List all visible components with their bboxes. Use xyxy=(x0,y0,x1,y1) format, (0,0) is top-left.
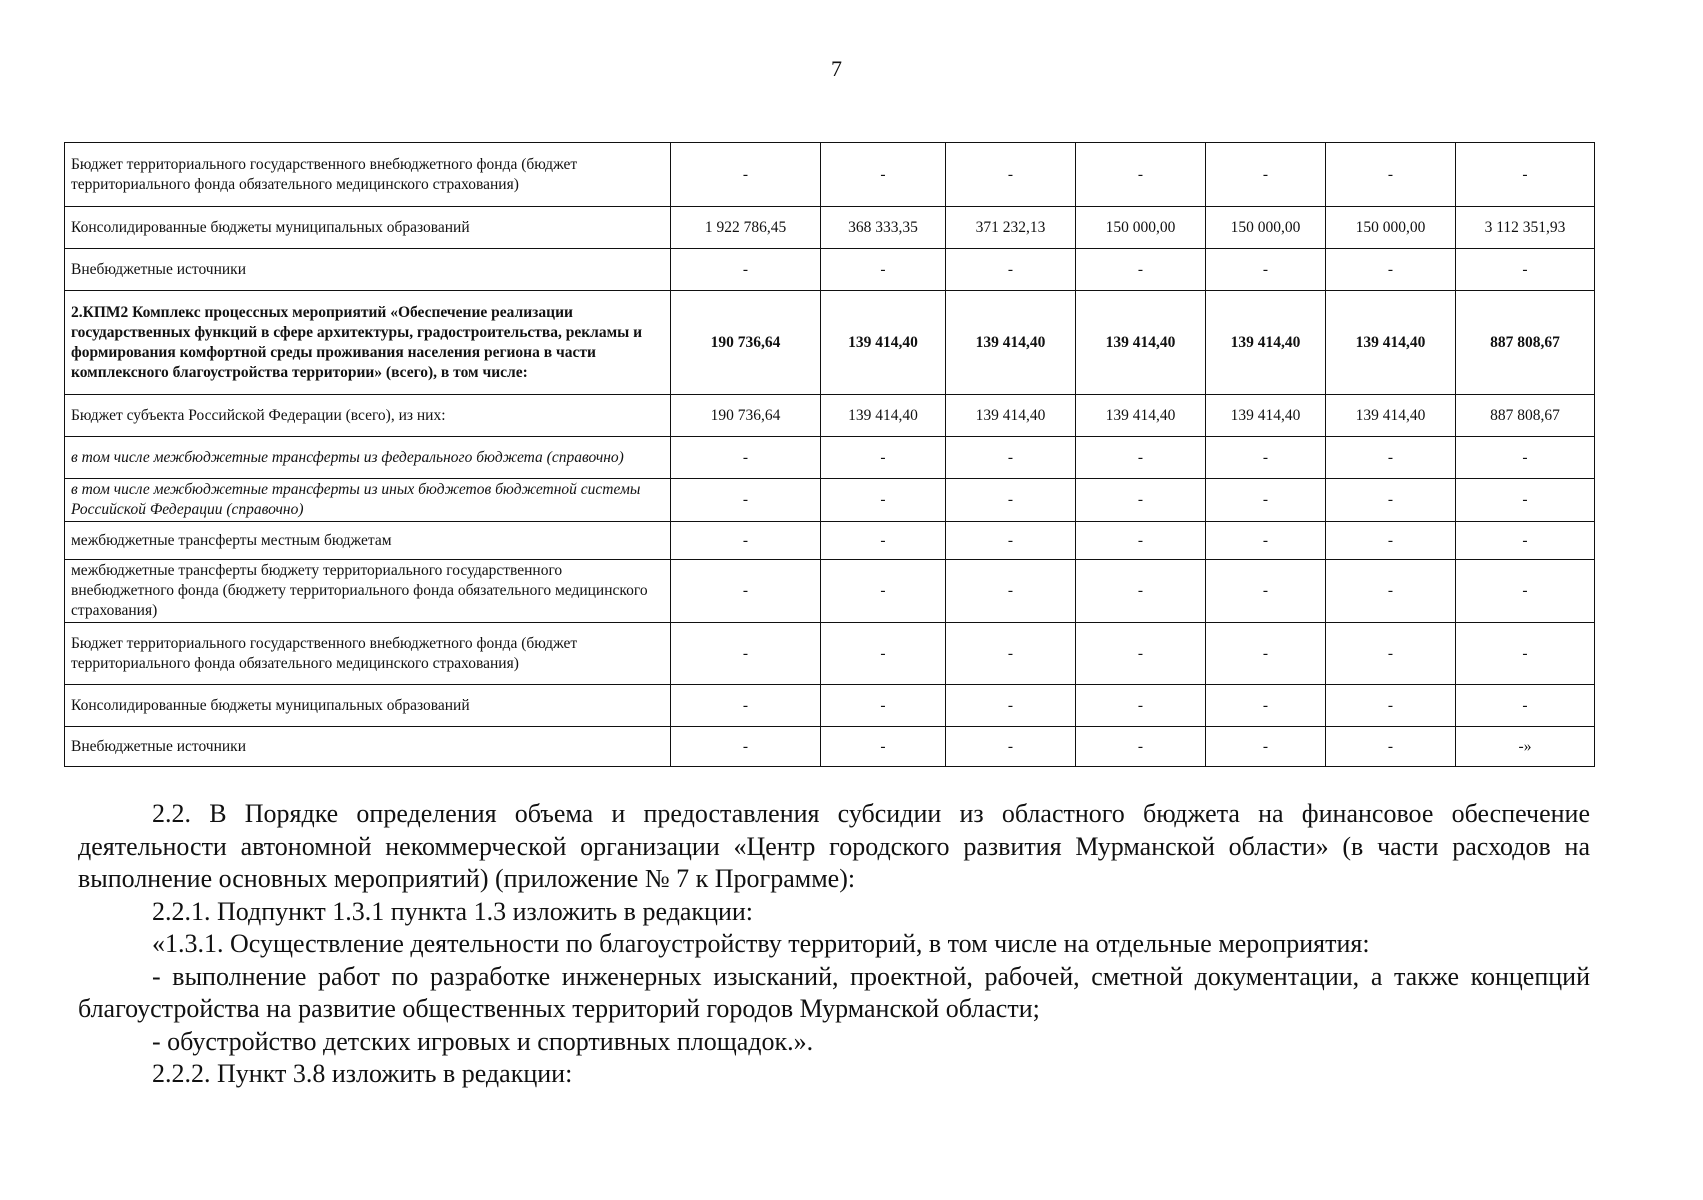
value-cell: -» xyxy=(1456,727,1595,767)
value-cell: - xyxy=(821,249,946,291)
value-cell: - xyxy=(1206,727,1326,767)
value-cell: - xyxy=(671,560,821,623)
value-cell: - xyxy=(1206,560,1326,623)
value-cell: 190 736,64 xyxy=(671,395,821,437)
value-cell: - xyxy=(1326,727,1456,767)
table-row xyxy=(65,623,1595,685)
value-cell: - xyxy=(946,143,1076,207)
value-cell: - xyxy=(671,249,821,291)
row-label: Бюджет субъекта Российской Федерации (всего), из них: xyxy=(65,395,671,437)
value-cell: 371 232,13 xyxy=(946,207,1076,249)
value-cell: - xyxy=(671,143,821,207)
value-cell: 139 414,40 xyxy=(1326,395,1456,437)
table-row xyxy=(65,479,1595,522)
value-cell: - xyxy=(671,685,821,727)
table-row xyxy=(65,437,1595,479)
table-row xyxy=(65,395,1595,437)
value-cell: - xyxy=(1456,560,1595,623)
value-cell: 887 808,67 xyxy=(1456,395,1595,437)
value-cell: - xyxy=(946,249,1076,291)
value-cell: 150 000,00 xyxy=(1206,207,1326,249)
value-cell: 139 414,40 xyxy=(1206,291,1326,395)
row-label: Внебюджетные источники xyxy=(65,249,671,291)
value-cell: 150 000,00 xyxy=(1076,207,1206,249)
value-cell: - xyxy=(1326,685,1456,727)
value-cell: - xyxy=(1076,685,1206,727)
paragraph: 2.2.2. Пункт 3.8 изложить в редакции: xyxy=(152,1059,573,1088)
value-cell: - xyxy=(1206,143,1326,207)
value-cell: 139 414,40 xyxy=(946,291,1076,395)
value-cell: 139 414,40 xyxy=(821,291,946,395)
value-cell: - xyxy=(1456,143,1595,207)
row-label: межбюджетные трансферты местным бюджетам xyxy=(65,522,671,560)
value-cell: - xyxy=(821,685,946,727)
row-label: Консолидированные бюджеты муниципальных образований xyxy=(65,207,671,249)
table-row xyxy=(65,727,1595,767)
table-row xyxy=(65,560,1595,623)
value-cell: - xyxy=(821,479,946,522)
value-cell: - xyxy=(671,479,821,522)
value-cell: - xyxy=(1326,249,1456,291)
table-row xyxy=(65,143,1595,207)
value-cell: - xyxy=(1076,479,1206,522)
value-cell: - xyxy=(1206,249,1326,291)
row-label: в том числе межбюджетные трансферты из иных бюджетов бюджетной системы Российской Федерации (справочно) xyxy=(65,479,671,522)
value-cell: - xyxy=(1456,685,1595,727)
value-cell: - xyxy=(1326,143,1456,207)
value-cell: - xyxy=(671,522,821,560)
row-label: Внебюджетные источники xyxy=(65,727,671,767)
value-cell: - xyxy=(1456,437,1595,479)
value-cell: - xyxy=(946,727,1076,767)
row-label: в том числе межбюджетные трансферты из федерального бюджета (справочно) xyxy=(65,437,671,479)
value-cell: - xyxy=(1076,522,1206,560)
value-cell: 139 414,40 xyxy=(1206,395,1326,437)
value-cell: - xyxy=(1326,522,1456,560)
value-cell: - xyxy=(1076,143,1206,207)
value-cell: - xyxy=(1326,623,1456,685)
value-cell: - xyxy=(821,143,946,207)
value-cell: - xyxy=(1456,249,1595,291)
value-cell: - xyxy=(821,437,946,479)
value-cell: 139 414,40 xyxy=(1326,291,1456,395)
value-cell: - xyxy=(1456,522,1595,560)
table-row xyxy=(65,291,1595,395)
value-cell: - xyxy=(1456,623,1595,685)
value-cell: - xyxy=(1076,437,1206,479)
value-cell: 139 414,40 xyxy=(1076,291,1206,395)
value-cell: - xyxy=(821,727,946,767)
value-cell: - xyxy=(1326,437,1456,479)
value-cell: - xyxy=(821,522,946,560)
row-label: Консолидированные бюджеты муниципальных образований xyxy=(65,685,671,727)
value-cell: 190 736,64 xyxy=(671,291,821,395)
value-cell: 139 414,40 xyxy=(946,395,1076,437)
value-cell: - xyxy=(821,560,946,623)
value-cell: 3 112 351,93 xyxy=(1456,207,1595,249)
row-label: Бюджет территориального государственного внебюджетного фонда (бюджет территориального фонда обязательного медицинского страхования) xyxy=(65,623,671,685)
table-row xyxy=(65,522,1595,560)
paragraph: 2.2. В Порядке определения объема и предоставления субсидии из областного бюджета на финансовое обеспечение деятельности автономной некоммерческой организации «Центр городского развития Мурманской области» (в части расходов на выполнение основных мероприятий) (приложение № 7 к Программе): xyxy=(78,799,1590,893)
value-cell: - xyxy=(1206,685,1326,727)
paragraph: - выполнение работ по разработке инженерных изысканий, проектной, рабочей, сметной документации, а также концепций благоустройства на развитие общественных территорий городов Мурманской области; xyxy=(78,961,1590,1023)
value-cell: - xyxy=(671,623,821,685)
table-row xyxy=(65,207,1595,249)
value-cell: - xyxy=(1206,479,1326,522)
value-cell: - xyxy=(1206,437,1326,479)
row-label: Бюджет территориального государственного внебюджетного фонда (бюджет территориального фонда обязательного медицинского страхования) xyxy=(65,143,671,207)
value-cell: 150 000,00 xyxy=(1326,207,1456,249)
value-cell: - xyxy=(1076,623,1206,685)
value-cell: - xyxy=(1456,479,1595,522)
paragraph: 2.2.1. Подпункт 1.3.1 пункта 1.3 изложить в редакции: xyxy=(152,896,754,926)
value-cell: - xyxy=(1076,249,1206,291)
value-cell: - xyxy=(946,560,1076,623)
value-cell: - xyxy=(671,727,821,767)
row-label: межбюджетные трансферты бюджету территориального государственного внебюджетного фонда (бюджету территориального фонда обязательного медицинского страхования) xyxy=(65,560,671,623)
page-number: 7 xyxy=(831,56,842,81)
budget-table xyxy=(64,142,1595,767)
document-body xyxy=(78,798,1590,1091)
value-cell: - xyxy=(1326,560,1456,623)
value-cell: - xyxy=(1076,727,1206,767)
table-row xyxy=(65,685,1595,727)
value-cell: - xyxy=(946,522,1076,560)
value-cell: - xyxy=(946,437,1076,479)
value-cell: - xyxy=(821,623,946,685)
value-cell: - xyxy=(946,479,1076,522)
value-cell: - xyxy=(1206,522,1326,560)
value-cell: - xyxy=(1076,560,1206,623)
value-cell: - xyxy=(946,623,1076,685)
value-cell: - xyxy=(1326,479,1456,522)
paragraph: - обустройство детских игровых и спортивных площадок.». xyxy=(152,1026,814,1056)
value-cell: - xyxy=(671,437,821,479)
value-cell: 139 414,40 xyxy=(821,395,946,437)
table-row xyxy=(65,249,1595,291)
value-cell: 1 922 786,45 xyxy=(671,207,821,249)
value-cell: 139 414,40 xyxy=(1076,395,1206,437)
value-cell: - xyxy=(1206,623,1326,685)
value-cell: - xyxy=(946,685,1076,727)
row-label: 2.КПМ2 Комплекс процессных мероприятий «Обеспечение реализации государственных функций в сфере архитектуры, градостроительства, рекламы и формирования комфортной среды проживания населения региона в части комплексного благоустройства территории» (всего), в том числе: xyxy=(65,291,671,395)
value-cell: 368 333,35 xyxy=(821,207,946,249)
value-cell: 887 808,67 xyxy=(1456,291,1595,395)
paragraph: «1.3.1. Осуществление деятельности по благоустройству территорий, в том числе на отдельные мероприятия: xyxy=(152,929,1370,958)
